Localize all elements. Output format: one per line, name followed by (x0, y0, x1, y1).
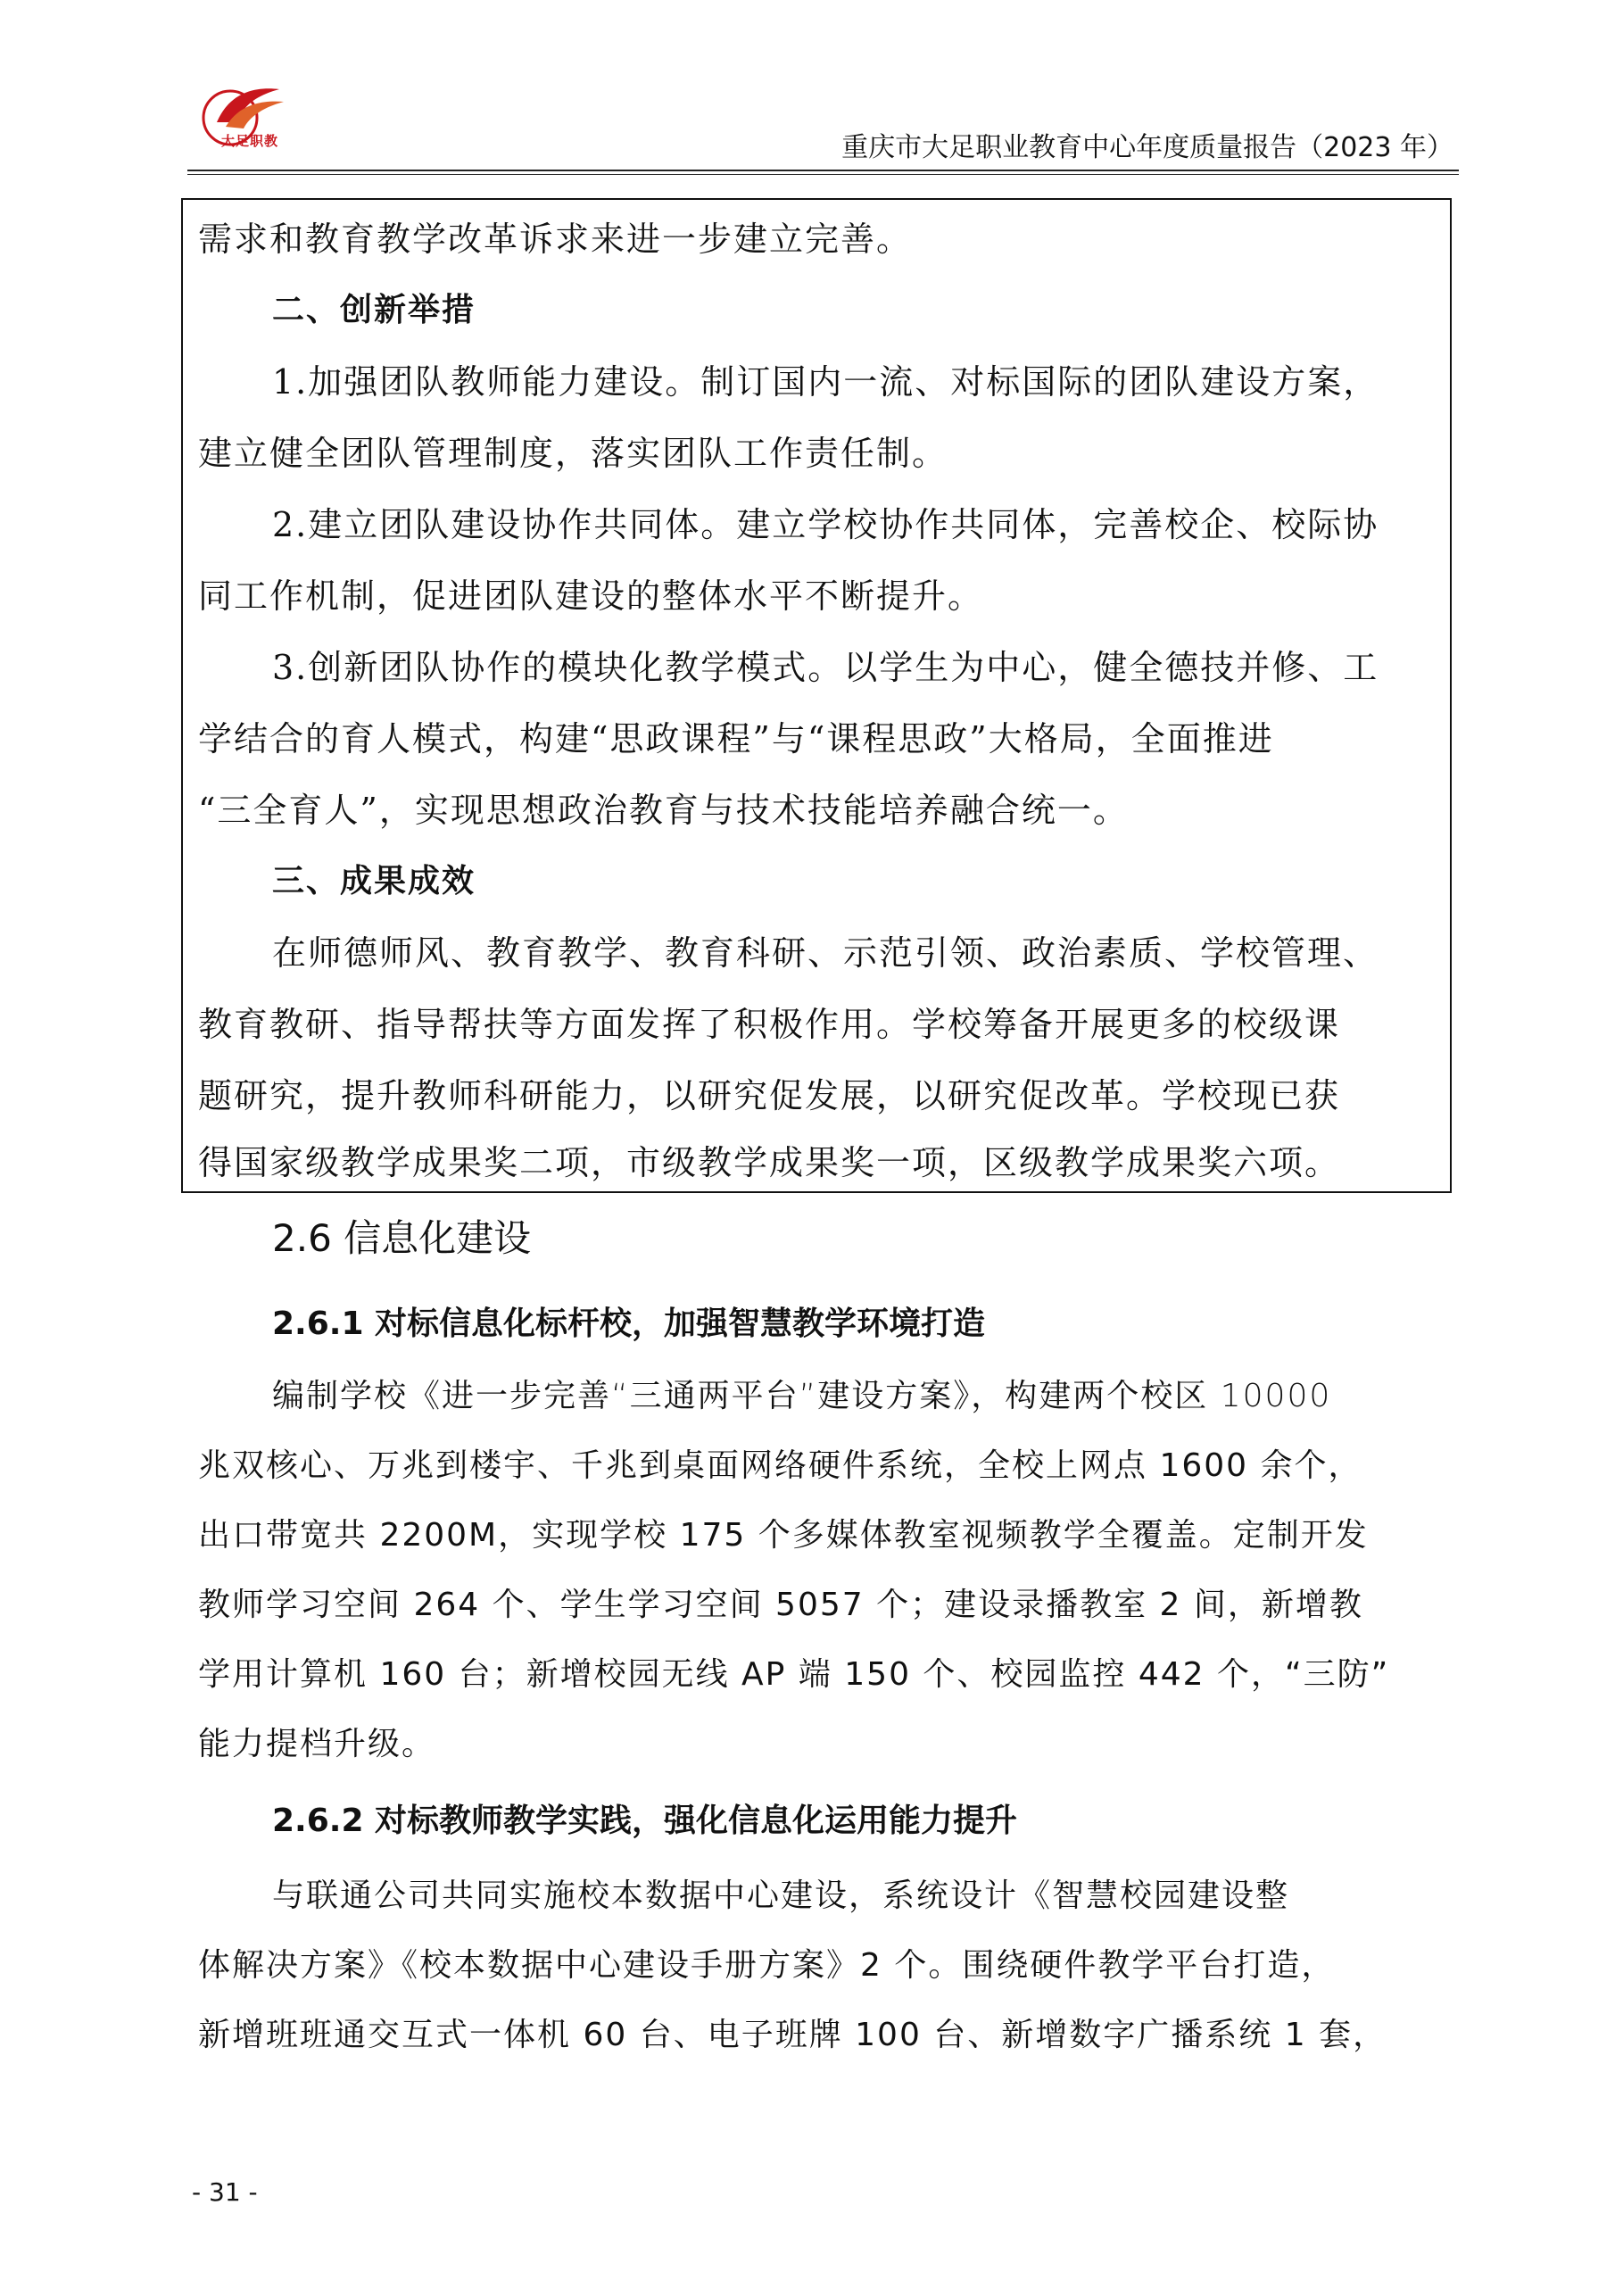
body-line: 学用计算机 160 台；新增校园无线 AP 端 150 个、校园监控 442 个，“三防” (198, 1656, 1390, 1693)
body-line: 出口带宽共 2200M，实现学校 175 个多媒体教室视频教学全覆盖。定制开发 (198, 1517, 1369, 1554)
box-line: 得国家级教学成果奖二项，市级教学成果奖一项，区级教学成果奖六项。 (198, 1143, 1341, 1182)
box-line: 在师德师风、教育教学、教育科研、示范引领、政治素质、学校管理、 (272, 933, 1379, 973)
body-line: 编制学校《进一步完善“三通两平台”建设方案》，构建两个校区 10000 (272, 1378, 1332, 1414)
body-line: 新增班班通交互式一体机 60 台、电子班牌 100 台、新增数字广播系统 1 套， (198, 2017, 1387, 2053)
header-divider (187, 170, 1459, 171)
box-line: 建立健全团队管理制度，落实团队工作责任制。 (198, 434, 948, 473)
box-line: 教育教研、指导帮扶等方面发挥了积极作用。学校筹备开展更多的校级课 (198, 1005, 1341, 1044)
subsection-title-2-6-1: 2.6.1 对标信息化标杆校，加强智慧教学环境打造 (272, 1305, 986, 1342)
report-header-title: 重庆市大足职业教育中心年度质量报告（2023 年） (841, 132, 1453, 163)
subsection-title-2-6-2: 2.6.2 对标教师教学实践，强化信息化运用能力提升 (272, 1803, 1018, 1839)
box-heading-results: 三、成果成效 (272, 863, 476, 899)
box-line: 需求和教育教学改革诉求来进一步建立完善。 (198, 220, 913, 259)
box-heading-innovation: 二、创新举措 (272, 292, 476, 328)
logo-text: 大足职教 (221, 133, 279, 149)
body-line: 兆双核心、万兆到楼宇、千兆到桌面网络硬件系统，全校上网点 1600 余个， (198, 1447, 1362, 1484)
box-line: 1.加强团队教师能力建设。制订国内一流、对标国际的团队建设方案， (272, 362, 1379, 402)
body-line: 教师学习空间 264 个、学生学习空间 5057 个；建设录播教室 2 间，新增教 (198, 1587, 1363, 1623)
box-line: 2.建立团队建设协作共同体。建立学校协作共同体，完善校企、校际协 (272, 505, 1379, 544)
section-title: 2.6 信息化建设 (272, 1216, 532, 1260)
box-line: 同工作机制，促进团队建设的整体水平不断提升。 (198, 576, 984, 616)
page-number: - 31 - (192, 2177, 258, 2207)
body-line: 体解决方案》《校本数据中心建设手册方案》2 个。围绕硬件教学平台打造， (198, 1947, 1336, 1984)
body-line: 能力提档升级。 (198, 1726, 436, 1762)
box-line: 3.创新团队协作的模块化教学模式。以学生为中心，健全德技并修、工 (272, 648, 1379, 687)
body-line: 与联通公司共同实施校本数据中心建设，系统设计《智慧校园建设整 (272, 1877, 1290, 1914)
box-line: “三全育人”，实现思想政治教育与技术技能培养融合统一。 (198, 791, 1129, 830)
header-divider-thin (187, 174, 1459, 175)
box-line: 题研究，提升教师科研能力，以研究促发展，以研究促改革。学校现已获 (198, 1076, 1341, 1115)
box-line: 学结合的育人模式，构建“思政课程”与“课程思政”大格局，全面推进 (198, 719, 1274, 758)
